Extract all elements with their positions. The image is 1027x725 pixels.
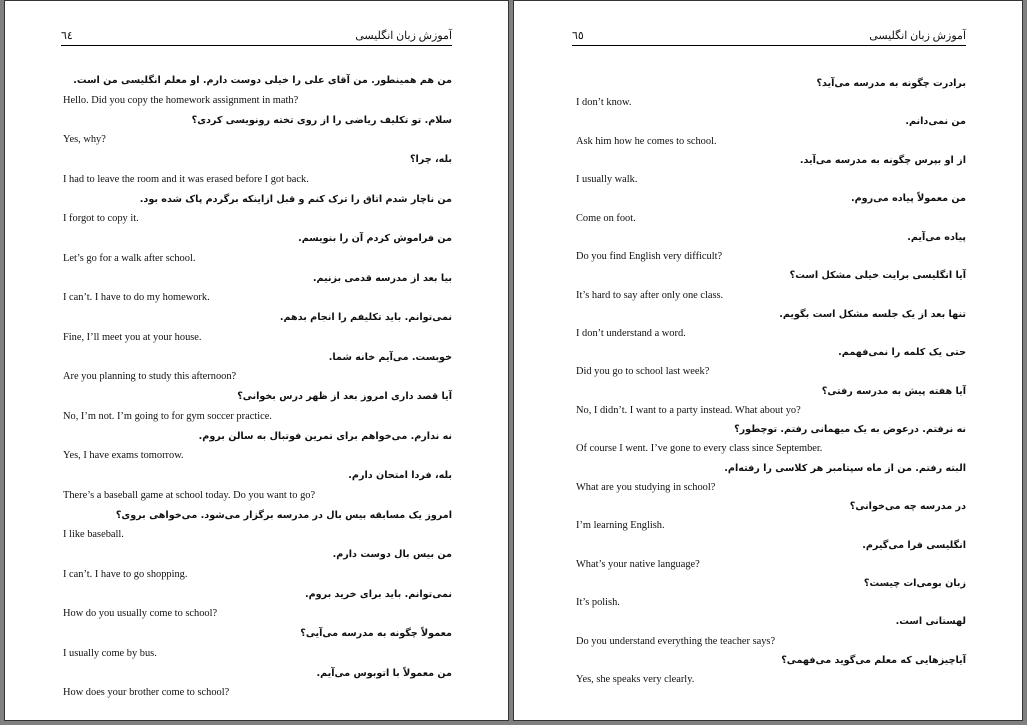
english-line: Fine, I’ll meet you at your house. [63, 331, 202, 343]
persian-line: پیاده می‌آیم. [907, 231, 966, 243]
english-line: It’s polish. [576, 597, 620, 609]
persian-line: نه نرفتم. درعوض به یک میهمانی رفتم. توچطور؟ [734, 424, 966, 436]
persian-line: آیا هفته پیش به مدرسه رفتی؟ [821, 385, 966, 397]
right-page [513, 0, 1023, 721]
persian-line: من فراموش کردم آن را بنویسم. [298, 233, 452, 244]
english-line: Are you planning to study this afternoon? [63, 371, 237, 383]
persian-line: برادرت چگونه به مدرسه می‌آید؟ [816, 78, 966, 89]
english-line: Yes, why? [63, 134, 106, 146]
book-title: آموزش زبان انگلیسی [355, 30, 452, 42]
persian-line: من معمولاً با اتوبوس می‌آیم. [316, 667, 452, 679]
persian-line: بیا بعد از مدرسه قدمی بزنیم. [312, 272, 452, 284]
persian-line: خوبست. می‌آیم خانه شما. [328, 351, 452, 363]
persian-line: نه ندارم. می‌خواهم برای تمرین فوتبال به سالن بروم. [198, 430, 452, 442]
english-line: There’s a baseball game at school today. Do you want to go? [63, 489, 316, 501]
english-line: I usually come by bus. [63, 647, 157, 659]
english-line: I don’t know. [576, 97, 632, 109]
english-line: Did you go to school last week? [576, 366, 710, 378]
english-line: Do you find English very difficult? [576, 251, 723, 263]
persian-line: سلام. تو تکلیف ریاضی را از روی تخته رونویسی کردی؟ [191, 114, 452, 126]
english-line: I had to leave the room and it was erased before I got back. [63, 173, 309, 185]
persian-line: از او بپرس چگونه به مدرسه می‌آید. [799, 154, 966, 166]
book-title: آموزش زبان انگلیسی [869, 30, 966, 42]
english-line: I usually walk. [576, 174, 638, 186]
page-header [61, 27, 452, 46]
english-line: What’s your native language? [576, 558, 700, 570]
english-line: I don’t understand a word. [576, 327, 686, 339]
persian-line: من نمی‌دانم. [905, 116, 966, 128]
persian-line: من بیس بال دوست دارم. [332, 549, 452, 560]
page-number: ٦٤ [61, 30, 73, 42]
english-line: I can’t. I have to go shopping. [63, 568, 188, 580]
english-line: Yes, I have exams tomorrow. [63, 450, 184, 462]
persian-line: حتی یک کلمه را نمی‌فهمم. [838, 347, 966, 359]
persian-line: من معمولاً پیاده می‌روم. [850, 193, 966, 205]
english-line: Come on foot. [576, 212, 636, 224]
english-line: I forgot to copy it. [63, 213, 139, 225]
english-line: Ask him how he comes to school. [576, 135, 717, 147]
persian-line: نمی‌توانم. باید تکلیفم را انجام بدهم. [279, 312, 452, 323]
persian-line: بله، فردا امتحان دارم. [348, 470, 452, 481]
persian-line: من هم همینطور. من آقای علی را خیلی دوست دارم. او معلم انگلیسی من است. [73, 75, 452, 86]
persian-line: معمولاً چگونه به مدرسه می‌آیی؟ [300, 628, 452, 639]
english-line: Let’s go for a walk after school. [63, 252, 196, 264]
english-line: No, I didn’t. I want to a party instead. What about yo? [576, 404, 801, 416]
persian-line: البته رفتم. من از ماه سپتامبر هر کلاسی را رفته‌ام. [724, 462, 966, 474]
english-line: Of course I went. I’ve gone to every class since September. [576, 443, 823, 455]
left-page [4, 0, 509, 721]
persian-line: انگلیسی فرا می‌گیرم. [862, 539, 966, 551]
page-number: ٦٥ [572, 30, 584, 42]
english-line: I can’t. I have to do my homework. [63, 292, 210, 304]
persian-line: من ناچار شدم اتاق را ترک کنم و قبل ازاینکه برگردم پاک شده بود. [139, 193, 452, 205]
page-header [572, 27, 966, 46]
persian-line: لهستانی است. [895, 616, 966, 628]
english-line: How does your brother come to school? [63, 687, 230, 699]
persian-line: زبان بومی‌ات چیست؟ [863, 577, 966, 589]
english-line: It’s hard to say after only one class. [576, 289, 724, 301]
english-line: How do you usually come to school? [63, 608, 218, 620]
persian-line: در مدرسه چه می‌خوانی؟ [849, 501, 966, 513]
persian-line: آیا انگلیسی برایت خیلی مشکل است؟ [789, 270, 966, 282]
persian-line: آیاچیزهایی که معلم می‌گوید می‌فهمی؟ [781, 654, 966, 666]
english-line: I like baseball. [63, 529, 124, 541]
english-line: Hello. Did you copy the homework assignment in math? [63, 94, 299, 106]
persian-line: تنها بعد از یک جلسه مشکل است بگویم. [779, 308, 966, 320]
persian-line: امروز یک مسابقه بیس بال در مدرسه برگزار می‌شود. می‌خواهی بروی؟ [115, 509, 452, 521]
english-line: Do you understand everything the teacher says? [576, 635, 776, 647]
persian-line: نمی‌توانم. باید برای خرید بروم. [304, 588, 452, 600]
english-line: No, I’m not. I’m going to for gym soccer practice. [63, 410, 272, 422]
persian-line: بله، چرا؟ [409, 154, 452, 165]
persian-line: آیا قصد داری امروز بعد از ظهر درس بخوانی؟ [237, 391, 452, 402]
english-line: I’m learning English. [576, 520, 665, 532]
english-line: What are you studying in school? [576, 481, 716, 493]
english-line: Yes, she speaks very clearly. [576, 674, 695, 686]
